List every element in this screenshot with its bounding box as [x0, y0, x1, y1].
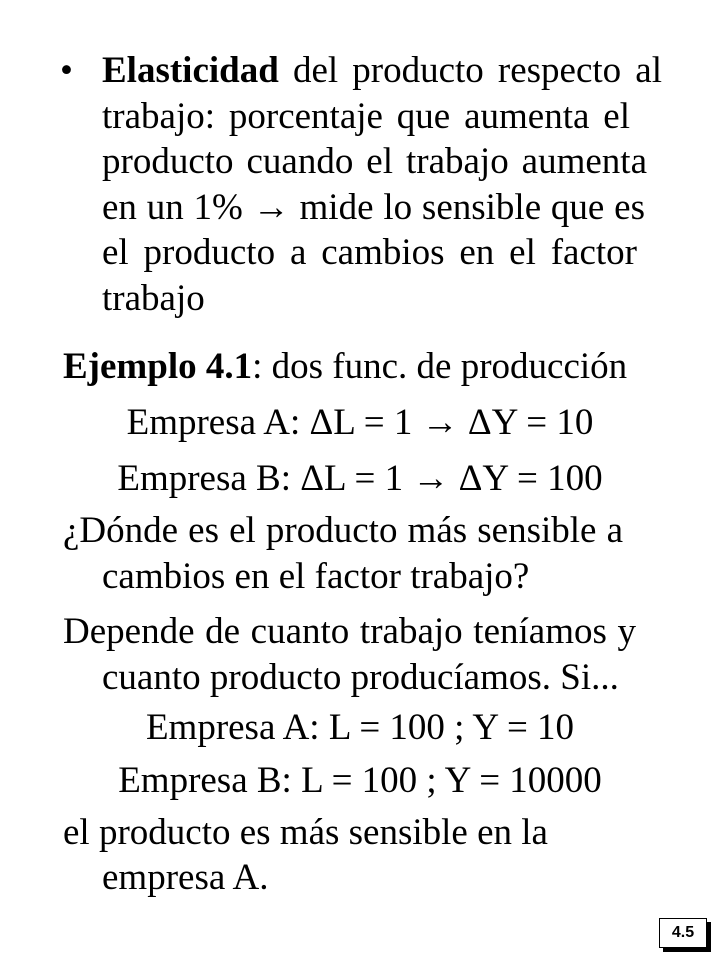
elasticity-term: Elasticidad — [102, 50, 279, 91]
definition-line: Elasticidad del producto respecto al — [102, 50, 662, 91]
question-line: ¿Dónde es el producto más sensible a — [63, 510, 623, 551]
page-number-badge: 4.5 — [659, 918, 707, 948]
bullet-marker: • — [60, 50, 73, 91]
answer-line: cuanto producto producíamos. Si... — [102, 657, 619, 698]
question-line: cambios en el factor trabajo? — [102, 556, 530, 597]
conclusion-line: empresa A. — [102, 857, 269, 898]
example-title: Ejemplo 4.1: dos func. de producción — [63, 346, 628, 387]
definition-line: en un 1% → mide lo sensible que es — [102, 186, 645, 228]
conclusion-line: el producto es más sensible en la — [63, 812, 548, 853]
definition-line: el producto a cambios en el factor — [102, 232, 637, 273]
firm-a-change: Empresa A: ΔL = 1 → ΔY = 10 — [126, 402, 594, 443]
answer-line: Depende de cuanto trabajo teníamos y — [63, 611, 636, 652]
definition-line: trabajo: porcentaje que aumenta el — [102, 95, 630, 137]
definition-line: trabajo — [102, 277, 205, 319]
firm-b-change: Empresa B: ΔL = 1 → ΔY = 100 — [117, 458, 603, 499]
definition-line: producto cuando el trabajo aumenta — [102, 141, 647, 182]
firm-a-levels: Empresa A: L = 100 ; Y = 10 — [145, 707, 575, 748]
firm-b-levels: Empresa B: L = 100 ; Y = 10000 — [118, 760, 602, 801]
